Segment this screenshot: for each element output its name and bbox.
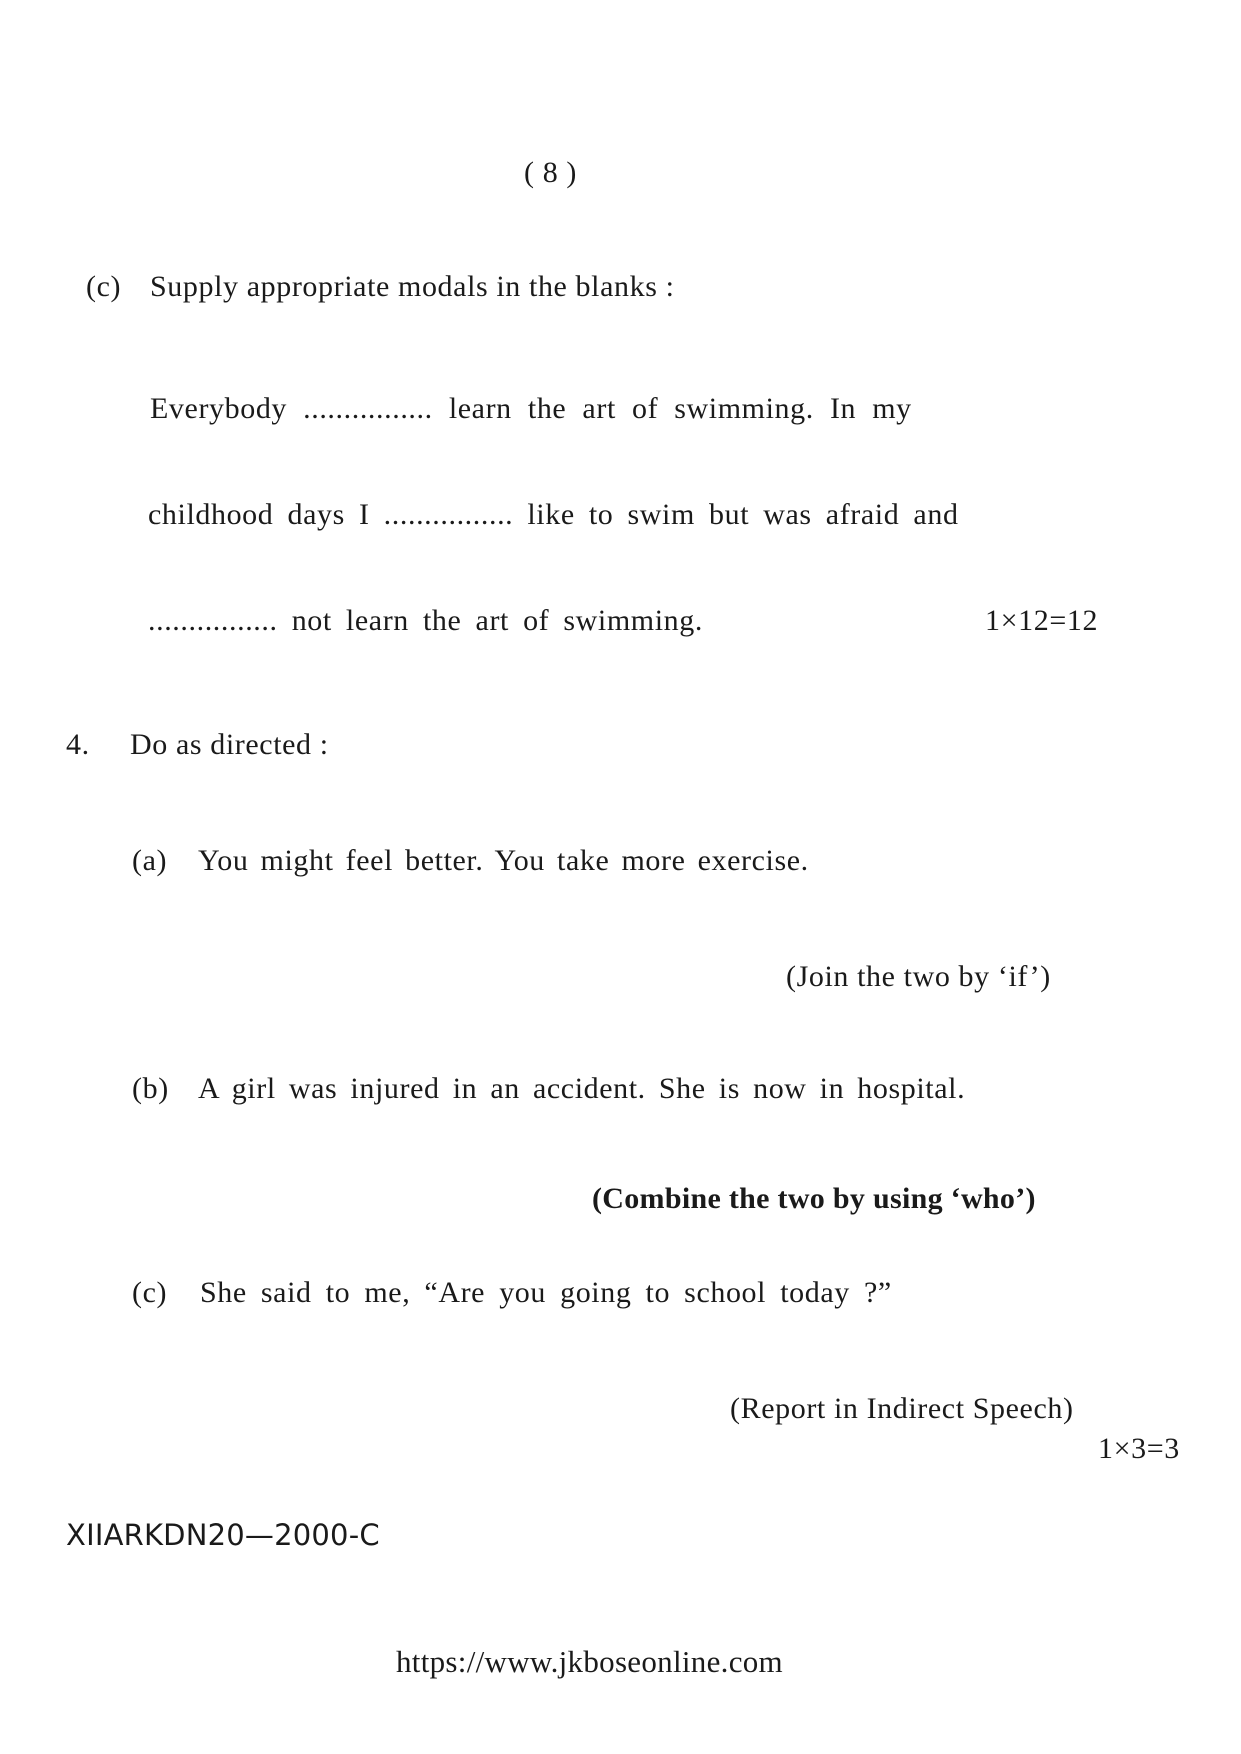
q4b-label: (b) — [132, 1072, 169, 1105]
q4c-label: (c) — [132, 1276, 168, 1309]
page-number: ( 8 ) — [524, 156, 577, 189]
q3c-label: (c) — [86, 270, 122, 303]
q4b-direction: (Combine the two by using ‘who’) — [592, 1182, 1036, 1215]
q4-instruction: Do as directed : — [130, 728, 329, 761]
footer-url[interactable]: https://www.jkboseonline.com — [396, 1644, 783, 1679]
q4c-direction: (Report in Indirect Speech) — [730, 1392, 1074, 1425]
q4b-text: A girl was injured in an accident. She is now in hospital. — [198, 1072, 966, 1105]
q4-number: 4. — [66, 728, 90, 761]
q3c-line-2: childhood days I ................ like to swim but was afraid and — [148, 498, 959, 531]
q3c-instruction: Supply appropriate modals in the blanks : — [150, 270, 675, 303]
q4a-text: You might feel better. You take more exercise. — [198, 844, 809, 877]
q3c-line-1: Everybody ................ learn the art of swimming. In my — [150, 392, 912, 425]
q3c-marks: 1×12=12 — [985, 604, 1099, 637]
q4a-direction: (Join the two by ‘if’) — [786, 960, 1051, 993]
paper-code: XIIARKDN20—2000-C — [66, 1518, 380, 1552]
q4c-text: She said to me, “Are you going to school today ?” — [200, 1276, 892, 1309]
q4a-label: (a) — [132, 844, 168, 877]
q3c-line-3: ................ not learn the art of swimming. — [148, 604, 703, 637]
q4-marks: 1×3=3 — [1098, 1432, 1180, 1465]
